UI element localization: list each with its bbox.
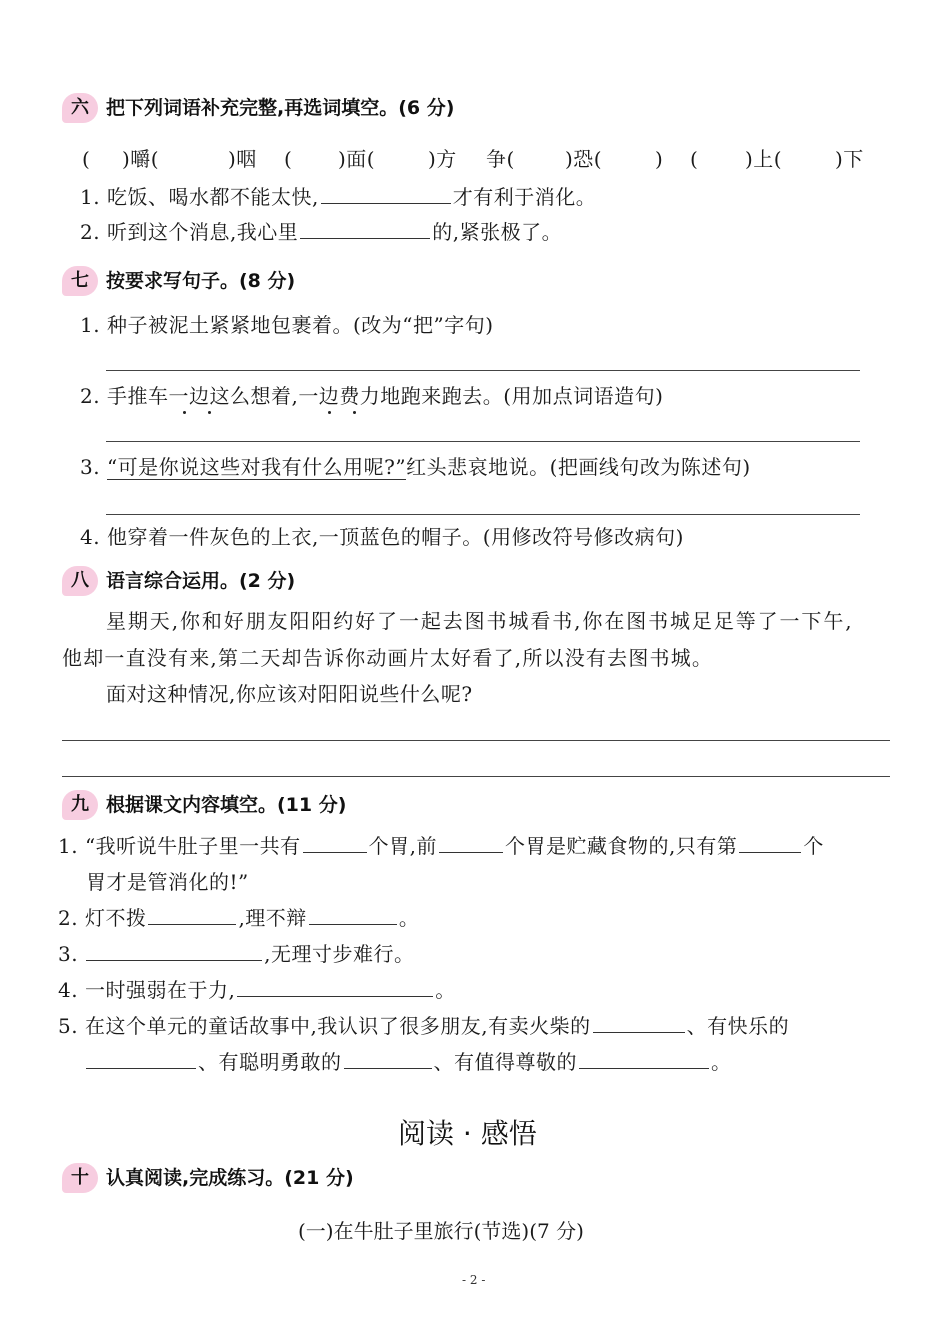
answer-line[interactable]: [106, 441, 860, 442]
sec9-q3: 3. ,无理寸步难行。: [58, 942, 415, 966]
sec9-q1-cont: 胃才是管消化的!”: [86, 870, 249, 894]
sec9-q5: 5. 在这个单元的童话故事中,我认识了很多朋友,有卖火柴的 、有快乐的: [58, 1014, 790, 1038]
idiom-paren: )咽: [228, 147, 257, 171]
answer-line[interactable]: [106, 370, 860, 371]
fill-blank[interactable]: [148, 904, 236, 925]
sec8-question: 面对这种情况,你应该对阳阳说些什么呢?: [106, 682, 473, 706]
fill-blank[interactable]: [309, 904, 397, 925]
idiom-paren: (: [284, 147, 293, 171]
fill-blank[interactable]: [303, 832, 367, 853]
section-6-badge: 六: [62, 93, 98, 123]
sec7-q2: 2. 手推车一边这么想着,一边费力地跑来跑去。(用加点词语造句): [80, 384, 664, 408]
sec9-q5-cont: 、有聪明勇敢的 、有值得尊敬的 。: [86, 1048, 732, 1075]
idiom-paren: )嚼(: [122, 147, 160, 171]
fill-blank[interactable]: [237, 976, 433, 997]
fill-blank[interactable]: [344, 1048, 432, 1069]
fill-blank[interactable]: [593, 1012, 685, 1033]
passage-title: (一)在牛肚子里旅行(节选)(7 分): [298, 1219, 584, 1243]
idiom-paren: (: [82, 147, 91, 171]
idiom-paren: )下: [835, 147, 864, 171]
reading-heading: 阅读 · 感悟: [398, 1117, 537, 1150]
fill-blank[interactable]: [86, 1048, 196, 1069]
idiom-paren: )方: [428, 147, 457, 171]
idiom-paren: )恐(: [565, 147, 603, 171]
fill-blank[interactable]: [579, 1048, 709, 1069]
section-8-badge: 八: [62, 566, 98, 596]
emphasis-dot: [353, 411, 356, 414]
section-7-title: 按要求写句子。(8 分): [106, 270, 296, 292]
underlined-sentence: “可是你说这些对我有什么用呢?”: [106, 455, 407, 479]
section-6-title: 把下列词语补充完整,再选词填空。(6 分): [106, 97, 455, 119]
sec6-q1: 1. 吃饭、喝水都不能太快, 才有利于消化。: [80, 185, 597, 209]
sec8-para-2: 他却一直没有来,第二天却告诉你动画片太好看了,所以没有去图书城。: [62, 646, 714, 670]
fill-blank[interactable]: [739, 832, 801, 853]
section-9-title: 根据课文内容填空。(11 分): [106, 794, 347, 816]
idiom-paren: )上(: [745, 147, 783, 171]
emphasis-dot: [208, 411, 211, 414]
emphasis-dot: [328, 411, 331, 414]
section-7-badge: 七: [62, 266, 98, 296]
fill-blank[interactable]: [300, 218, 430, 239]
idiom-paren: ): [655, 147, 664, 171]
section-9-badge: 九: [62, 790, 98, 820]
sec9-q1: 1. “我听说牛肚子里一共有 个胃,前 个胃是贮藏食物的,只有第 个: [58, 834, 824, 858]
sec9-q4: 4. 一时强弱在于力, 。: [58, 978, 456, 1002]
fill-blank[interactable]: [439, 832, 503, 853]
answer-line[interactable]: [106, 514, 860, 515]
idiom-paren: (: [690, 147, 699, 171]
idiom-fill-row: [0, 146, 950, 172]
sec7-q1: 1. 种子被泥土紧紧地包裹着。(改为“把”字句): [80, 313, 494, 337]
sec6-q2: 2. 听到这个消息,我心里 的,紧张极了。: [80, 220, 563, 244]
section-10-badge: 十: [62, 1163, 98, 1193]
fill-blank[interactable]: [321, 183, 451, 204]
section-8-title: 语言综合运用。(2 分): [106, 570, 296, 592]
sec7-q4: 4. 他穿着一件灰色的上衣,一顶蓝色的帽子。(用修改符号修改病句): [80, 525, 684, 549]
page-number: - 2 -: [462, 1273, 486, 1287]
answer-line[interactable]: [62, 740, 890, 741]
dotted-word: 一边: [298, 384, 340, 408]
fill-blank[interactable]: [86, 940, 262, 961]
idiom-paren: )面(: [338, 147, 376, 171]
section-10-title: 认真阅读,完成练习。(21 分): [106, 1167, 354, 1189]
sec9-q2: 2. 灯不拨 ,理不辩 。: [58, 906, 420, 930]
idiom-paren: 争(: [486, 147, 515, 171]
sec7-q3: 3. “可是你说这些对我有什么用呢?”红头悲哀地说。(把画线句改为陈述句): [80, 455, 751, 479]
emphasis-dot: [183, 411, 186, 414]
answer-line[interactable]: [62, 776, 890, 777]
sec8-para-1: 星期天,你和好朋友阳阳约好了一起去图书城看书,你在图书城足足等了一下午,: [106, 609, 854, 633]
dotted-word: 一边: [168, 384, 210, 408]
